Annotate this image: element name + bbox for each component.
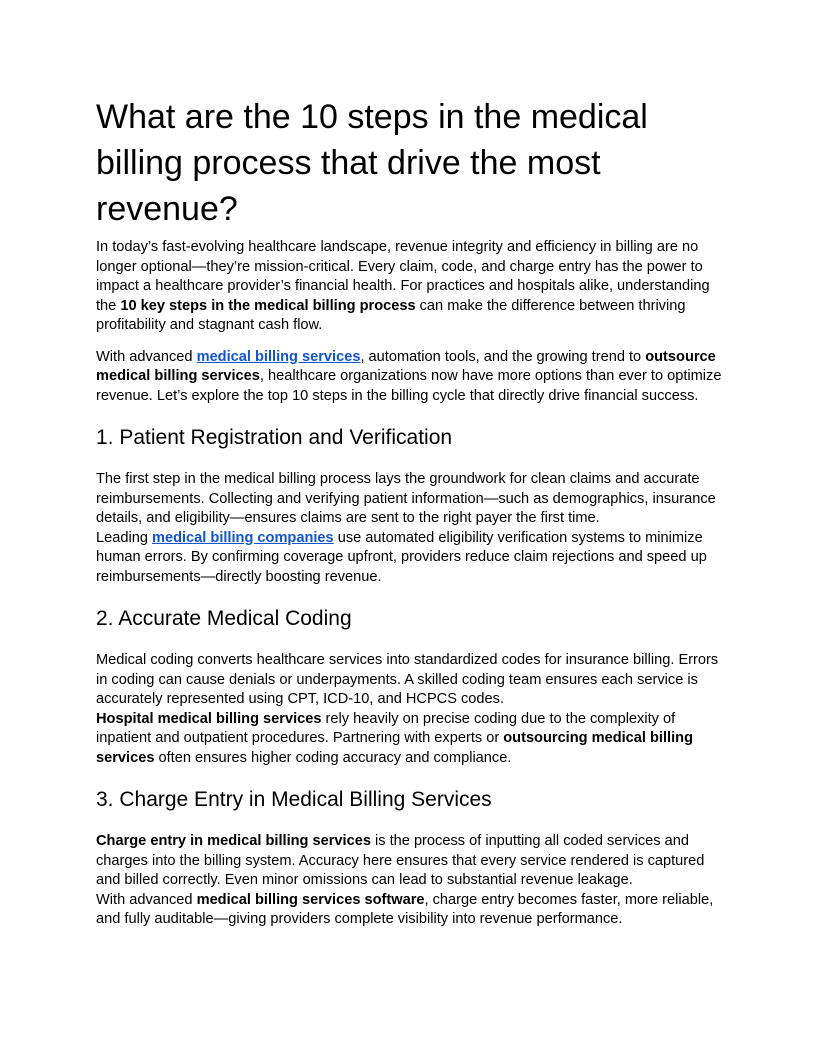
section-bold-text: Hospital medical billing services (96, 710, 322, 727)
intro-text: In today’s fast-evolving healthcare landscape, revenue integrity and efficiency in billing are no longer optional—they’re mission-critical. Every claim, code, and charge entry has the power to impact a healthcare provider’s financial health. For practices and hospitals alike, understanding the (96, 239, 710, 314)
section-heading-1: 1. Patient Registration and Verification (96, 426, 453, 449)
intro-text: , healthcare organizations now have more options than ever to optimize revenue. Let’s explore the top 10 steps in the billing cycle that directly drive financial success. (96, 368, 722, 404)
section-bold-text: Charge entry in medical billing services (96, 833, 371, 849)
document-page (96, 94, 726, 930)
section-text: , charge entry becomes faster, more reliable, and fully auditable—giving providers complete visibility into revenue performance. (96, 891, 714, 927)
section-text: With advanced (96, 891, 197, 908)
medical-billing-companies-link[interactable]: medical billing companies (152, 529, 334, 546)
section-bold-text: outsourcing medical billing services (96, 730, 693, 766)
section-bold-text: medical billing services software (196, 891, 425, 908)
intro-paragraph-1 (96, 238, 726, 336)
intro-paragraph-2 (96, 348, 726, 407)
medical-billing-services-link[interactable]: medical billing services (196, 348, 361, 365)
section-2-paragraph-2 (96, 710, 726, 769)
intro-text: With advanced (96, 348, 197, 365)
section-heading-2: 2. Accurate Medical Coding (96, 607, 352, 630)
section-3-paragraph-2 (96, 891, 726, 930)
intro-bold-text: outsource medical billing services (96, 348, 716, 384)
section-2-paragraph-1: Medical coding converts healthcare services into standardized codes for insurance billing. Errors in coding can cause denials or underpayments. A skilled coding team ensures each service is accurately represented using CPT, ICD-10, and HCPCS codes. (96, 652, 719, 707)
section-3-paragraph-1 (96, 832, 726, 891)
section-text: rely heavily on precise coding due to the complexity of inpatient and outpatient procedures. Partnering with experts or (96, 710, 676, 746)
section-heading-3: 3. Charge Entry in Medical Billing Services (96, 788, 492, 811)
intro-text: can make the difference between thriving profitability and stagnant cash flow. (96, 297, 686, 333)
page-title: What are the 10 steps in the medical billing process that drive the most revenue? (96, 98, 648, 228)
section-text: Leading (96, 529, 152, 546)
section-1-paragraph-1: The first step in the medical billing process lays the groundwork for clean claims and accurate reimbursements. Collecting and verifying patient information—such as demographics, insurance details, and eligibility—ensures claims are sent to the right payer the first time. (96, 471, 716, 526)
intro-text: , automation tools, and the growing trend to (360, 348, 646, 365)
section-1-paragraph-2 (96, 529, 726, 588)
section-text: is the process of inputting all coded services and charges into the billing system. Accuracy here ensures that every service rendered is captured and billed correctly. Even minor omissions can lead to substantial revenue leakage. (96, 833, 705, 888)
section-text: often ensures higher coding accuracy and compliance. (154, 749, 512, 766)
intro-bold-text: 10 key steps in the medical billing process (120, 297, 416, 314)
section-text: use automated eligibility verification systems to minimize human errors. By confirming coverage upfront, providers reduce claim rejections and speed up reimbursements—directly boosting revenue. (96, 529, 707, 585)
